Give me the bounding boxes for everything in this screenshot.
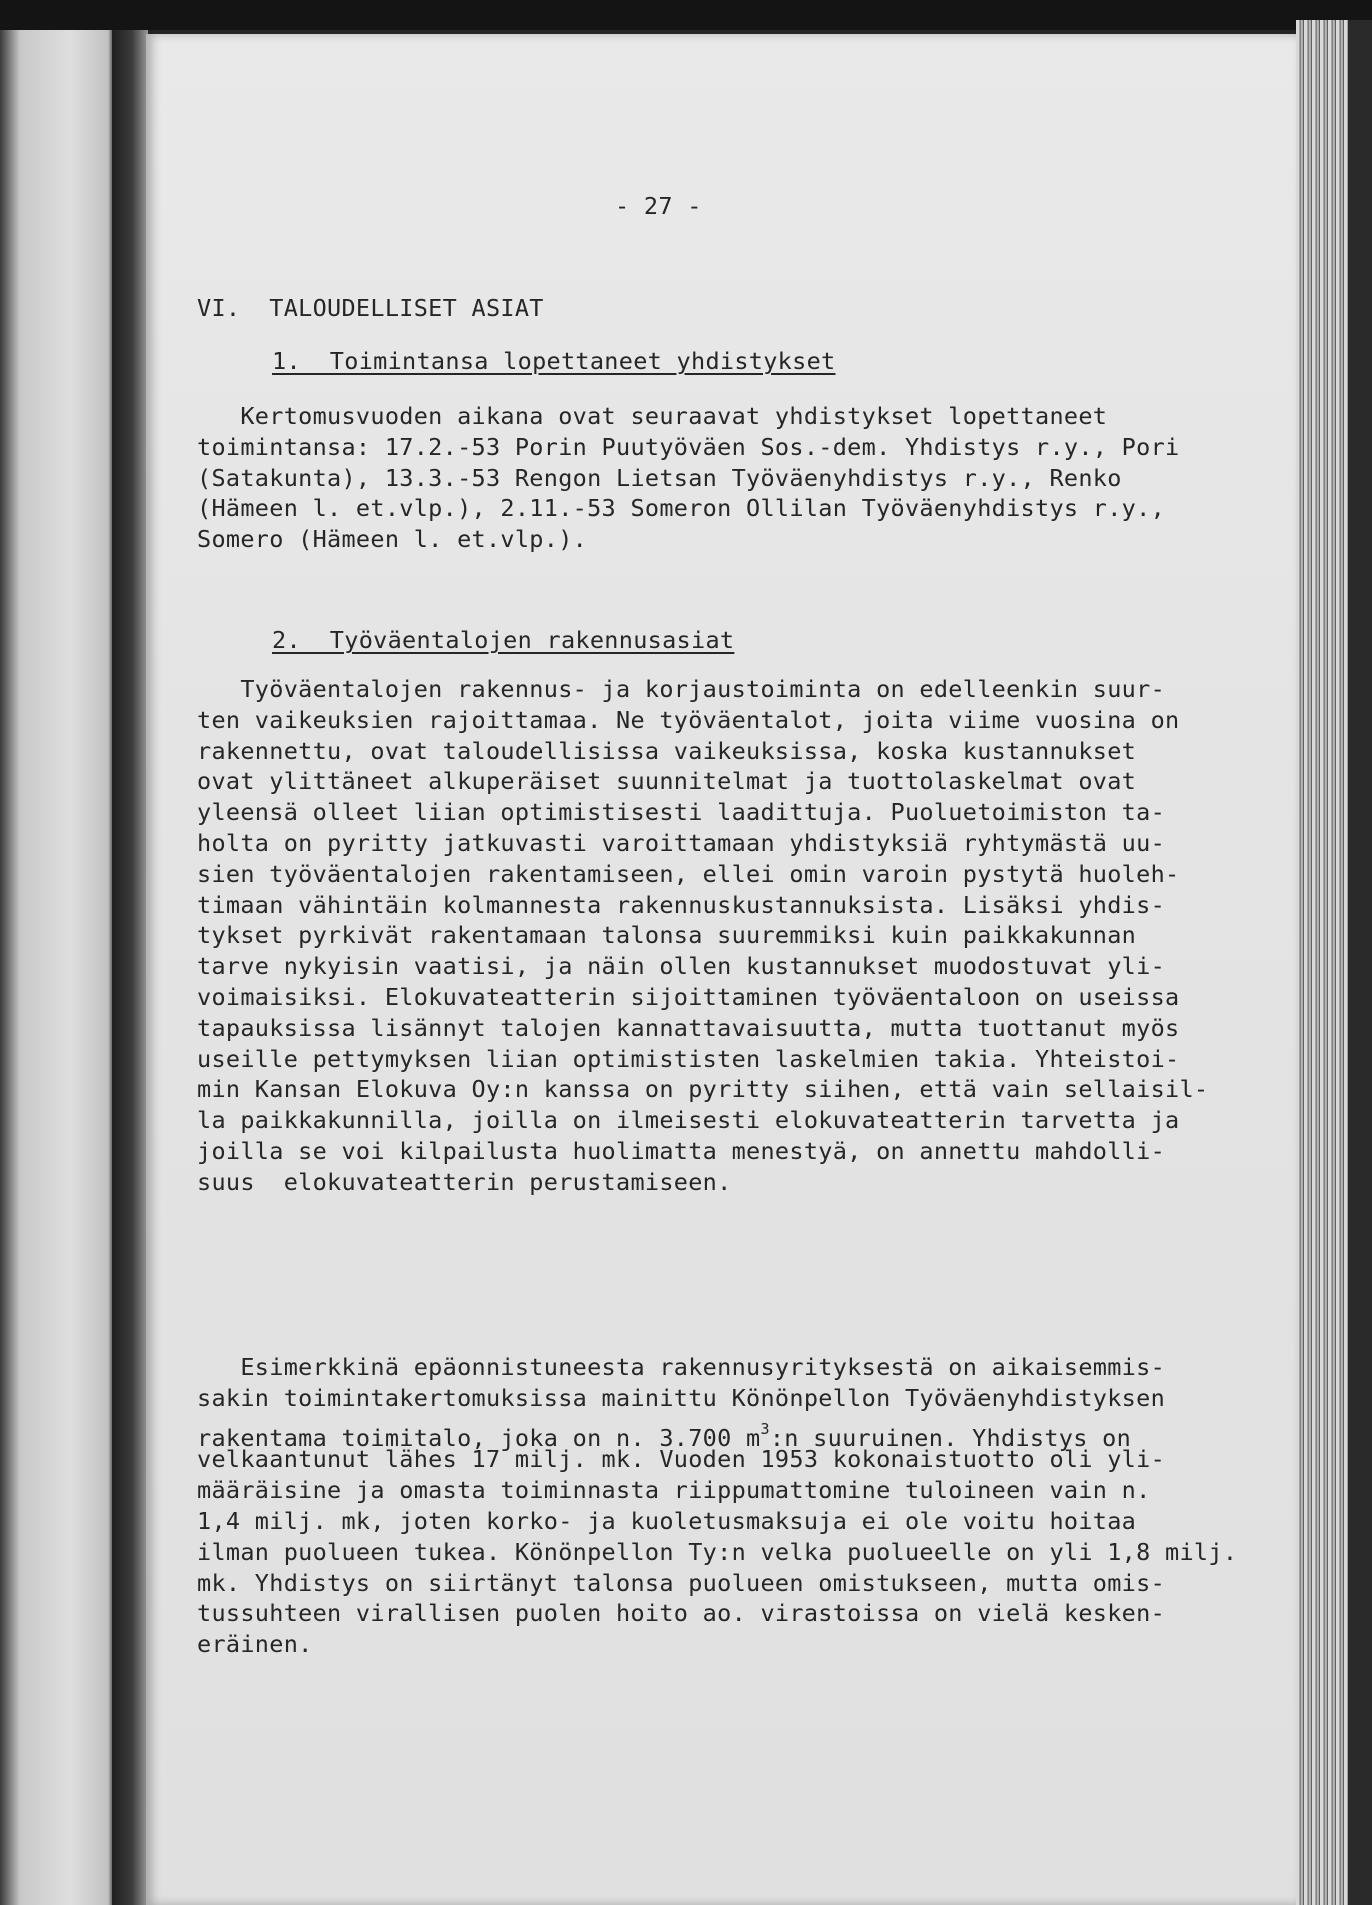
text-line: tussuhteen virallisen puolen hoito ao. virastoissa on vielä kesken- (197, 1599, 1166, 1628)
text-line: timaan vähintäin kolmannesta rakennuskustannuksista. Lisäksi yhdis- (197, 890, 1166, 919)
text-line: määräisine ja omasta toiminnasta riippumattomine tuloineen vain n. (197, 1476, 1151, 1505)
scan-top-border (0, 0, 1372, 30)
text-line: useille pettymyksen liian optimististen laskelmien takia. Yhteistoi- (197, 1044, 1180, 1073)
text-line: sakin toimintakertomuksissa mainittu Könönpellon Työväenyhdistyksen (197, 1383, 1166, 1412)
text-line: la paikkakunnilla, joilla on ilmeisesti elokuvateatterin tarvetta ja (197, 1106, 1180, 1135)
text-line: rakennettu, ovat taloudellisissa vaikeuksissa, koska kustannukset (197, 736, 1137, 765)
text-line: joilla se voi kilpailusta huolimatta menestyä, on annettu mahdolli- (197, 1136, 1166, 1165)
subsection-heading-1: 1. Toimintansa lopettaneet yhdistykset (272, 347, 836, 375)
section-title: VI. TALOUDELLISET ASIAT (197, 294, 544, 322)
text-line: ovat ylittäneet alkuperäiset suunnitelmat ja tuottolaskelmat ovat (197, 767, 1137, 796)
superscript-three: 3 (760, 1419, 770, 1438)
text-line: voimaisiksi. Elokuvateatterin sijoittaminen työväentaloon on useissa (197, 982, 1180, 1011)
text-line: yleensä olleet liian optimistisesti laadittuja. Puoluetoimiston ta- (197, 798, 1166, 827)
text-line: (Hämeen l. et.vlp.), 2.11.-53 Someron Ollilan Työväenyhdistys r.y., (197, 494, 1166, 523)
text-line-with-superscript (197, 1414, 1237, 1452)
page-number: - 27 - (615, 192, 702, 220)
text-line: tarve nykyisin vaatisi, ja näin ollen kustannukset muodostuvat yli- (197, 952, 1166, 981)
paragraph-closed-associations (197, 401, 1179, 555)
text-line: tapauksissa lisännyt talojen kannattavaisuutta, mutta tuottanut myös (197, 1013, 1180, 1042)
text-line: Esimerkkinä epäonnistuneesta rakennusyrityksestä on aikaisemmis- (197, 1353, 1166, 1381)
book-gutter (112, 30, 148, 1905)
text-line: toimintansa: 17.2.-53 Porin Puutyöväen Sos.-dem. Yhdistys r.y., Pori (197, 432, 1180, 461)
paragraph-kononpelto-example (197, 1352, 1237, 1660)
text-line: 1,4 milj. mk, joten korko- ja kuoletusmaksuja ei ole voitu hoitaa (197, 1506, 1137, 1535)
text-line: Kertomusvuoden aikana ovat seuraavat yhdistykset lopettaneet (197, 402, 1108, 430)
text-fragment: rakentama toimitalo, joka on n. 3.700 m (197, 1423, 761, 1452)
text-line: holta on pyritty jatkuvasti varoittamaan yhdistyksiä ryhtymästä uu- (197, 828, 1166, 857)
text-line: Somero (Hämeen l. et.vlp.). (197, 525, 588, 554)
subsection-heading-2: 2. Työväentalojen rakennusasiat (272, 626, 735, 654)
text-line: tykset pyrkivät rakentamaan talonsa suuremmiksi kuin paikkakunnan (197, 921, 1137, 950)
text-line: mk. Yhdistys on siirtänyt talonsa puolueen omistukseen, mutta omis- (197, 1568, 1166, 1597)
text-line: (Satakunta), 13.3.-53 Rengon Lietsan Työväenyhdistys r.y., Renko (197, 463, 1122, 492)
text-line: suus elokuvateatterin perustamiseen. (197, 1167, 732, 1196)
paragraph-building-affairs (197, 674, 1208, 1198)
text-line: sien työväentalojen rakentamiseen, ellei omin varoin pystytä huoleh- (197, 859, 1180, 888)
text-line: Työväentalojen rakennus- ja korjaustoiminta on edelleenkin suur- (197, 675, 1166, 703)
text-line: eräinen. (197, 1630, 313, 1659)
text-fragment: :n suuruinen. Yhdistys on (769, 1423, 1132, 1452)
scan-right-border (1348, 20, 1372, 1905)
text-line: velkaantunut lähes 17 milj. mk. Vuoden 1953 kokonaistuotto oli yli- (197, 1445, 1166, 1474)
text-line: ilman puolueen tukea. Könönpellon Ty:n velka puolueelle on yli 1,8 milj. (197, 1537, 1238, 1566)
previous-page-edge (0, 30, 115, 1905)
text-line: min Kansan Elokuva Oy:n kanssa on pyritty siihen, että vain sellaisil- (197, 1075, 1209, 1104)
text-line: ten vaikeuksien rajoittamaa. Ne työväentalot, joita viime vuosina on (197, 705, 1180, 734)
